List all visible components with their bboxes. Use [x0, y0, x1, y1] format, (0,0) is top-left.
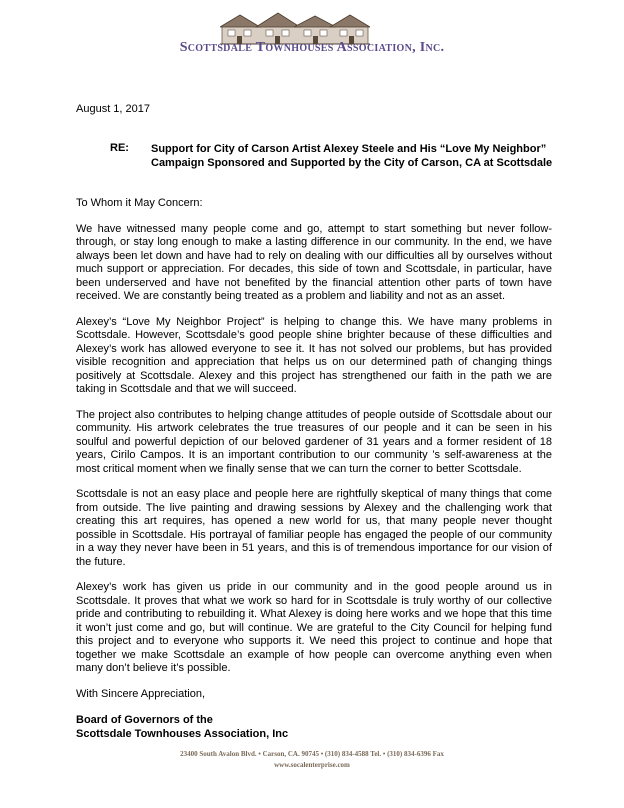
- salutation: To Whom it May Concern:: [76, 197, 203, 209]
- footer: [0, 749, 624, 771]
- paragraph: Alexey’s work has given us pride in our community and in the good people around us in Scottsdale. It proves that what we work so hard for in Scottsdale is truly worthy of our collective pride and contributing to rebuilding it. What Alexey is doing here works and we hope that this time it won’t just come and go, but will continue. We are grateful to the City Council for helping fund this project and to everyone who supports it. We need this project to continue and hope that together we make Scottsdale an example of how people can overcome anything even when many don’t believe it’s possible.: [76, 581, 552, 674]
- re-label: RE:: [110, 142, 129, 154]
- signature-line-1: Board of Governors of the: [76, 714, 213, 726]
- letter-body: [76, 197, 552, 741]
- association-name: Scottsdale Townhouses Association, Inc.: [179, 40, 445, 55]
- paragraph: We have witnessed many people come and go, attempt to start something but never follow-through, or stay long enough to make a lasting difference in our community. In the end, we have always been let down and have had to rely on dealing with our difficulties all by ourselves without much support or appreciation. For decades, this side of town and Scottsdale, in particular, have been underserved and have not benefited by the financial attention other parts of town have received. We are constantly being treated as a problem and liability and not as an asset.: [76, 222, 552, 302]
- letter-date: August 1, 2017: [76, 103, 151, 115]
- paragraph: Scottsdale is not an easy place and people here are rightfully skeptical of many things that come from outside. The live painting and drawing sessions by Alexey and the challenging work that creating this art requires, has opened a new world for us, that many people never thought possible in Scottsdale. His portrayal of familiar people has engaged the people of our community in a way they never have been in 51 years, and this is of tremendous importance for our vision of the future.: [76, 488, 552, 568]
- closing: With Sincere Appreciation,: [76, 687, 206, 700]
- footer-website[interactable]: www.socalenterprise.com: [274, 761, 350, 769]
- paragraph: The project also contributes to helping change attitudes of people outside of Scottsdale about our community. His artwork celebrates the true treasures of our people and it can be seen in his soulful and powerful depiction of our beloved gardener of 31 years and a former resident of 18 years, Cirilo Campos. It is an important contribution to our community ’s self-awareness at the most critical moment when we finally sense that we can turn the corner to better Scottsdale.: [76, 408, 552, 475]
- paragraph: Alexey’s “Love My Neighbor Project” is helping to change this. We have many problems in Scottsdale. However, Scottsdale’s good people shine brighter because of these difficulties and Alexey’s work has allowed everyone to see it. It has not solved our problems, but has provided visible recognition and appreciation that helps us on our determined path of changing things positively at Scottsdale. Alexey and this project has strengthened our faith in the path we are taking in Scottsdale and that we will succeed.: [76, 315, 552, 395]
- re-subject: Support for City of Carson Artist Alexey Steele and His “Love My Neighbor” Campaign Sponsored and Supported by the City of Carson, CA at Scottsdale: [151, 143, 553, 169]
- footer-address: 23400 South Avalon Blvd. • Carson, CA. 90745 • (310) 834-4588 Tel. • (310) 834-6396 Fax: [180, 750, 444, 758]
- signature-line-2: Scottsdale Townhouses Association, Inc: [76, 727, 289, 740]
